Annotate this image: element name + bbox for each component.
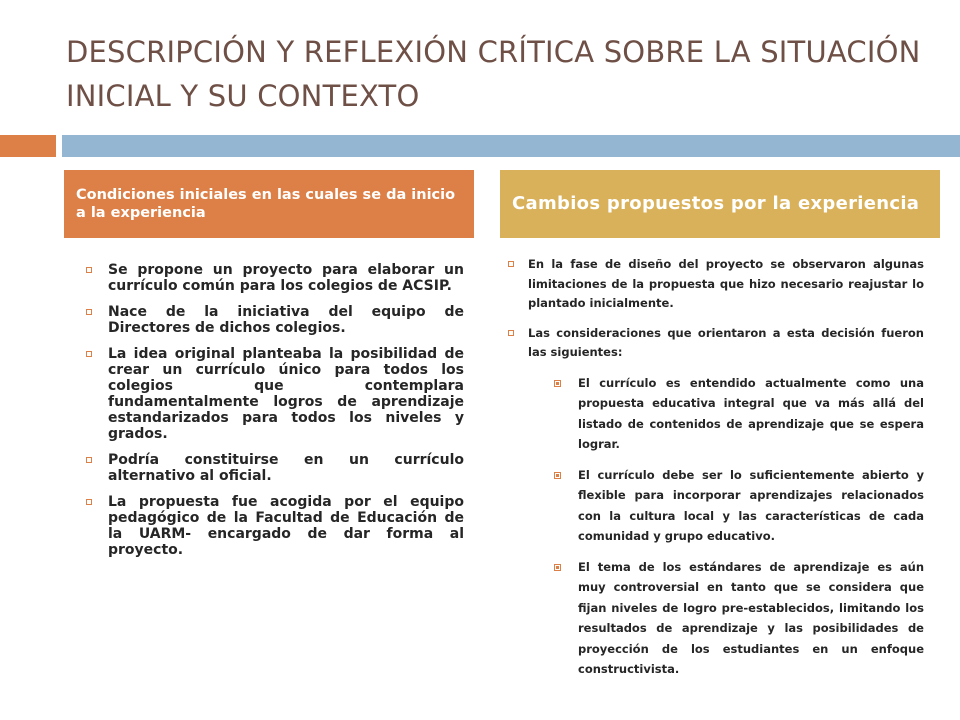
list-item-text: Las consideraciones que orientaron a esta decisión fueron las siguientes:	[528, 325, 924, 359]
left-header-text: Condiciones iniciales en las cuales se da inicio a la experiencia	[76, 187, 456, 221]
list-item-text: Se propone un proyecto para elaborar un currículo común para los colegios de ACSIP.	[108, 262, 464, 294]
square-bullet-icon	[86, 267, 92, 273]
list-item-text: La idea original planteaba la posibilidad de crear un currículo único para todos los colegios que contemplara fundamentalmente logros de aprendizaje estandarizados para todos los niveles y grados.	[108, 346, 464, 442]
right-bullet-list	[508, 255, 924, 690]
square-bullet-icon	[86, 457, 92, 463]
square-bullet-icon	[86, 309, 92, 315]
accent-bar-orange	[0, 135, 56, 157]
list-item	[86, 262, 464, 294]
square-bullet-icon	[508, 261, 514, 267]
sub-list-item	[508, 465, 924, 547]
list-item	[508, 324, 924, 363]
filled-square-bullet-icon	[554, 564, 561, 571]
slide-title: DESCRIPCIÓN Y REFLEXIÓN CRÍTICA SOBRE LA SITUACIÓN INICIAL Y SU CONTEXTO	[66, 35, 921, 113]
sub-list-item-text: El currículo es entendido actualmente como una propuesta educativa integral que va más allá del listado de contenidos de aprendizaje que se espera lograr.	[578, 375, 924, 451]
list-item	[86, 304, 464, 336]
list-item-text: Podría constituirse en un currículo alternativo al oficial.	[108, 452, 464, 484]
list-item	[86, 452, 464, 484]
accent-bar-blue	[62, 135, 960, 157]
sub-list-item	[508, 373, 924, 455]
filled-square-bullet-icon	[554, 380, 561, 387]
list-item	[86, 346, 464, 442]
list-item-text: La propuesta fue acogida por el equipo pedagógico de la Facultad de Educación de la UARM- encargado de dar forma al proyecto.	[108, 494, 464, 558]
square-bullet-icon	[86, 351, 92, 357]
list-item	[508, 255, 924, 314]
square-bullet-icon	[508, 330, 514, 336]
sub-list-item-text: El currículo debe ser lo suficientemente abierto y flexible para incorporar aprendizajes relacionados con la cultura local y las características de cada comunidad y grupo educativo.	[578, 467, 924, 543]
left-column-header	[64, 170, 474, 238]
square-bullet-icon	[86, 499, 92, 505]
list-item-text: Nace de la iniciativa del equipo de Directores de dichos colegios.	[108, 304, 464, 336]
sub-list-item-text: El tema de los estándares de aprendizaje es aún muy controversial en tanto que se considera que fijan niveles de logro pre-establecidos, limitando los resultados de aprendizaje y las posibilidades de proyección de los estudiantes en un enfoque constructivista.	[578, 559, 924, 676]
right-header-text: Cambios propuestos por la experiencia	[512, 193, 920, 214]
right-column-header	[500, 170, 940, 238]
list-item	[86, 494, 464, 558]
sub-list-item	[508, 557, 924, 680]
filled-square-bullet-icon	[554, 472, 561, 479]
list-item-text: En la fase de diseño del proyecto se observaron algunas limitaciones de la propuesta que hizo necesario reajustar lo plantado inicialmente.	[528, 257, 924, 310]
left-bullet-list	[86, 262, 464, 568]
